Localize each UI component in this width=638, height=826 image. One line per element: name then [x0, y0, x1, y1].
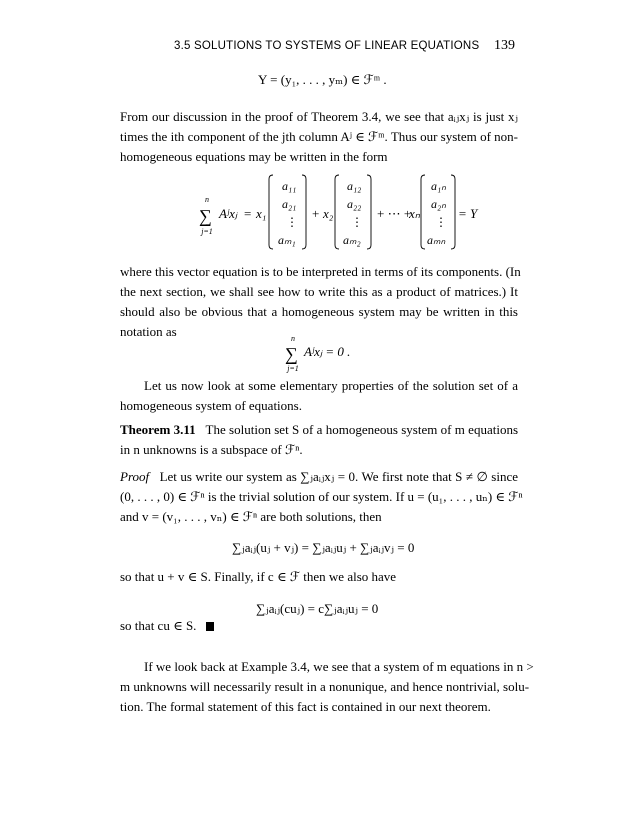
proof-block — [120, 467, 523, 527]
text-line: in n unknowns is a subspace of ℱⁿ. — [120, 442, 303, 457]
equals-y: = Y — [458, 206, 478, 221]
text-line: (0, . . . , 0) ∈ ℱⁿ is the trivial solution of our system. If u = (u₁, . . . , uₙ) ∈ ℱⁿ — [120, 489, 523, 504]
matrix-entry: a₂₁ — [282, 197, 297, 211]
ellipsis-plus: + ⋯ + — [377, 206, 412, 221]
equation-sum-of-solutions: ∑ⱼaᵢⱼ(uⱼ + vⱼ) = ∑ⱼaᵢⱼuⱼ + ∑ⱼaᵢⱼvⱼ = 0 — [232, 540, 415, 555]
matrix-entry: aₘ₂ — [343, 233, 361, 247]
equation-y-vector: Y = (y₁, . . . , yₘ) ∈ ℱᵐ . — [258, 72, 387, 87]
text-line: times the ith component of the jth column Aʲ ∈ ℱᵐ. Thus our system of non- — [120, 129, 518, 144]
homogeneous-equation-body: Aʲxⱼ = 0 . — [304, 344, 351, 359]
qed-square-icon — [206, 622, 214, 631]
text-line: so that u + v ∈ S. Finally, if c ∈ ℱ then we also have — [120, 569, 397, 584]
summation-symbol: ∑ — [199, 206, 212, 226]
right-bracket — [302, 175, 306, 249]
plus-sign: + — [312, 206, 320, 221]
sum-term: Aʲxⱼ — [219, 206, 238, 221]
sum-upper-limit: n — [291, 334, 295, 343]
summation-symbol: ∑ — [285, 344, 298, 364]
coefficient-x2: x₂ — [323, 206, 334, 221]
paragraph-closure-addition — [120, 567, 518, 587]
matrix-entry: aₘ₁ — [278, 233, 296, 247]
text-line: tion. The formal statement of this fact is contained in our next theorem. — [120, 699, 491, 714]
text-line: Let us now look at some elementary properties of the solution set of a — [144, 378, 518, 393]
paragraph-discussion — [120, 107, 518, 167]
matrix-entry: a₂ₙ — [431, 197, 446, 211]
matrix-entry: ⋮ — [351, 215, 363, 229]
paragraph-closure-scalar — [120, 616, 518, 636]
matrix-entry: a₁₂ — [347, 179, 362, 193]
paragraph-vector-equation — [120, 262, 521, 342]
text-line: Let us write our system as ∑ⱼaᵢⱼxⱼ = 0. We first note that S ≠ ∅ since — [159, 469, 518, 484]
text-line: where this vector equation is to be interpreted in terms of its components. (In — [120, 264, 521, 279]
left-bracket — [421, 175, 425, 249]
right-bracket — [367, 175, 371, 249]
paragraph-elementary-properties — [120, 376, 518, 416]
text-line: If we look back at Example 3.4, we see that a system of m equations in n > — [144, 659, 534, 674]
matrix-entry: a₂₂ — [347, 197, 362, 211]
proof-label: Proof — [120, 469, 150, 484]
running-header: 3.5 SOLUTIONS TO SYSTEMS OF LINEAR EQUATIONS — [174, 40, 480, 52]
text-line: The solution set S of a homogeneous system of m equations — [205, 422, 518, 437]
text-line: homogeneous equations may be written in the form — [120, 149, 388, 164]
equation-scalar-multiple: ∑ⱼaᵢⱼ(cuⱼ) = c∑ⱼaᵢⱼuⱼ = 0 — [256, 601, 379, 616]
matrix-entry: aₘₙ — [427, 233, 446, 247]
text-line: and v = (v₁, . . . , vₙ) ∈ ℱⁿ are both solutions, then — [120, 509, 382, 524]
equals-sign: = — [244, 206, 252, 221]
right-bracket — [451, 175, 455, 249]
text-line: so that cu ∈ S. — [120, 618, 197, 633]
matrix-entry: a₁₁ — [282, 179, 297, 193]
text-line: notation as — [120, 324, 177, 339]
matrix-entry: ⋮ — [435, 215, 447, 229]
theorem-label: Theorem 3.11 — [120, 422, 196, 437]
theorem-3-11 — [120, 420, 518, 460]
left-bracket — [335, 175, 339, 249]
sum-upper-limit: n — [205, 195, 209, 204]
text-line: m unknowns will necessarily result in a nonunique, and hence nontrivial, solu- — [120, 679, 530, 694]
matrix-entry: ⋮ — [286, 215, 298, 229]
coefficient-xn: xₙ — [409, 206, 420, 221]
homogeneous-equation — [282, 334, 392, 374]
text-line: From our discussion in the proof of Theorem 3.4, we see that aᵢⱼxⱼ is just xⱼ — [120, 109, 518, 124]
page-number: 139 — [494, 38, 515, 53]
text-line: should also be obvious that a homogeneous system may be written in this — [120, 304, 518, 319]
sum-lower-limit: j=1 — [201, 227, 213, 236]
paragraph-example-lookback — [120, 657, 534, 717]
coefficient-x1: x₁ — [256, 206, 267, 221]
text-line: the next section, we shall see how to write this as a product of matrices.) It — [120, 284, 518, 299]
left-bracket — [269, 175, 273, 249]
display-equation-column-sum — [190, 170, 478, 256]
sum-lower-limit: j=1 — [287, 364, 299, 373]
matrix-entry: a₁ₙ — [431, 179, 446, 193]
text-line: homogeneous system of equations. — [120, 398, 302, 413]
